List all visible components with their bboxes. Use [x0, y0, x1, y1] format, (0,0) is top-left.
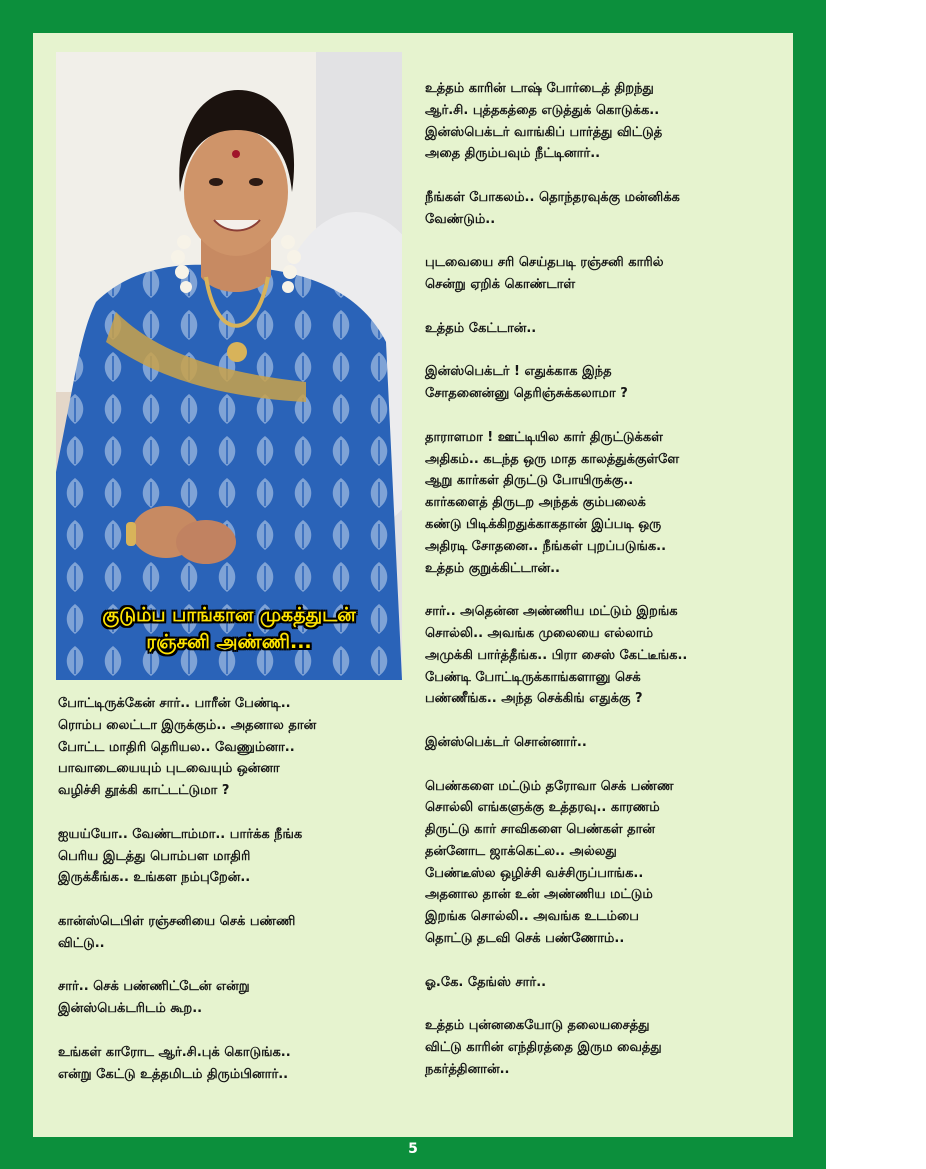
paragraph: புடவையை சரி செய்தபடி ரஞ்சனி காரில் சென்று ஏறிக் கொண்டாள்: [425, 255, 664, 293]
paragraph: பெண்களை மட்டும் தரோவா செக் பண்ண சொல்லி எங்களுக்கு உத்தரவு.. காரணம் திருட்டு கார் சாவிகளை பெண்கள் தான் தன்னோட ஜாக்கெட்ல.. அல்லது பேண்டீஸ்ல ஒழிச்சி வச்சிருப்பாங்க.. அதனால தான் உன் அண்ணிய மட்டும் இறங்க சொல்லி.. அவங்க உடம்பை தொட்டு தடவி செக் பண்ணோம்..: [425, 778, 674, 947]
paragraph: போட்டிருக்கேன் சார்.. பாரீன் பேண்டி.. ரொம்ப லைட்டா இருக்கும்.. அதனால தான் போட்ட மாதிரி தெரியல.. வேணும்னா.. பாவாடையையும் புடவையும் ஒன்னா வழிச்சி தூக்கி காட்டட்டுமா ?: [58, 696, 317, 799]
portrait-photo: [56, 52, 402, 680]
page-number: 5: [408, 1141, 418, 1157]
photo-caption: [56, 602, 402, 656]
caption-line-1: குடும்ப பாங்கான முகத்துடன்: [102, 604, 356, 626]
paragraph: சார்.. அதென்ன அண்ணிய மட்டும் இறங்க சொல்லி.. அவங்க முலையை எல்லாம் அமுக்கி பார்த்தீங்க.. பிரா சைஸ் கேட்டீங்க.. பேண்டி போட்டிருக்காங்களானு செக் பண்ணீங்க.. அந்த செக்கிங் எதுக்கு ?: [425, 604, 688, 707]
paragraph: உத்தம் காரின் டாஷ் போர்டைத் திறந்து ஆர்.சி. புத்தகத்தை எடுத்துக் கொடுக்க.. இன்ஸ்பெக்டர் வாங்கிப் பார்த்து விட்டுத் அதை திரும்பவும் நீட்டினார்..: [425, 81, 663, 162]
portrait-illustration: [56, 52, 402, 680]
paragraph: இன்ஸ்பெக்டர் சொன்னார்..: [425, 734, 587, 750]
paragraph: கான்ஸ்டெபிள் ரஞ்சனியை செக் பண்ணி விட்டு..: [58, 913, 296, 951]
paragraph: சார்.. செக் பண்ணிட்டேன் என்று இன்ஸ்பெக்டரிடம் கூற..: [58, 979, 250, 1017]
paragraph: ஐயய்யோ.. வேண்டாம்மா.. பார்க்க நீங்க பெரிய இடத்து பொம்பள மாதிரி இருக்கீங்க.. உங்கள நம்புறேன்..: [58, 826, 303, 886]
left-text-column: [58, 693, 408, 1085]
paragraph: நீங்கள் போகலம்.. தொந்தரவுக்கு மன்னிக்க வேண்டும்..: [425, 189, 680, 227]
caption-line-2: ரஞ்சனி அண்ணி...: [146, 631, 312, 653]
paragraph: ஓ.கே. தேங்ஸ் சார்..: [425, 974, 547, 990]
right-text-column: [425, 78, 795, 1081]
paragraph: உங்கள் காரோட ஆர்.சி.புக் கொடுங்க.. என்று கேட்டு உத்தமிடம் திரும்பினார்..: [58, 1044, 291, 1082]
paragraph: உத்தம் கேட்டான்..: [425, 320, 537, 336]
paragraph: இன்ஸ்பெக்டர் ! எதுக்காக இந்த சோதனைன்னு தெரிஞ்சுக்கலாமா ?: [425, 364, 628, 402]
paragraph: உத்தம் புன்னகையோடு தலையசைத்து விட்டு காரின் எந்திரத்தை இரும வைத்து நகர்த்தினான்..: [425, 1018, 662, 1077]
paragraph: தாராளமா ! ஊட்டியில கார் திருட்டுக்கள் அதிகம்.. கடந்த ஒரு மாத காலத்துக்குள்ளே ஆறு கார்கள் திருட்டு போயிருக்கு.. கார்களைத் திருடற அந்தக் கும்பலைக் கண்டு பிடிக்கிறதுக்காகதான் இப்படி ஒரு அதிரடி சோதனை.. நீங்கள் புறப்படுங்க.. உத்தம் குறுக்கிட்டான்..: [425, 429, 680, 576]
